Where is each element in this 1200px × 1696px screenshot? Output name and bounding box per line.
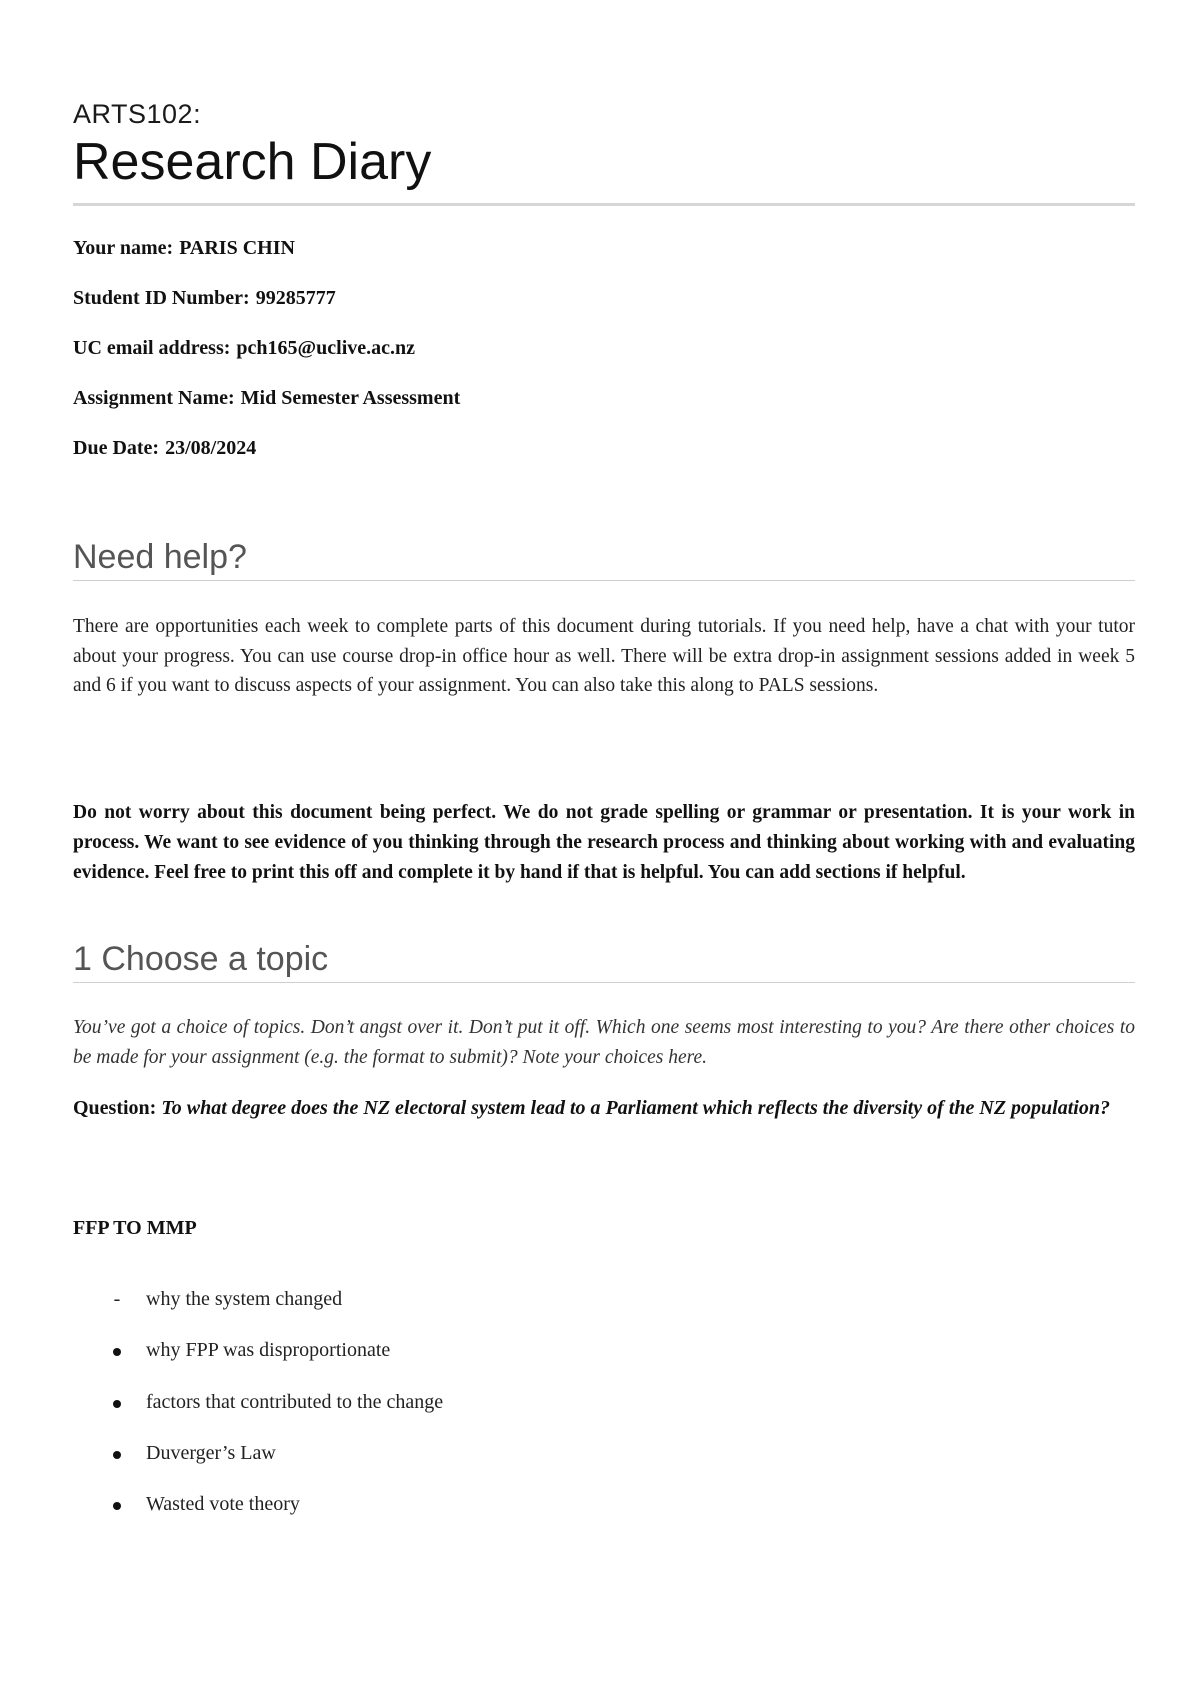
document-title: Research Diary [73, 133, 432, 191]
need-help-divider [73, 580, 1135, 581]
field-assignment-name [73, 387, 460, 410]
field-email [73, 337, 415, 360]
field-your-name [73, 237, 295, 260]
field-value: pch165@uclive.ac.nz [236, 337, 415, 359]
course-code: ARTS102: [73, 99, 202, 129]
field-value: Mid Semester Assessment [240, 387, 461, 409]
need-help-heading: Need help? [73, 538, 247, 576]
field-due-date [73, 437, 256, 460]
field-label: Your name: [73, 237, 174, 259]
help-paragraph: There are opportunities each week to complete parts of this document during tutorials. If you need help, have a chat with your tutor about your progress. You can use course drop-in office hour as well. There will be extra drop-in assignment sessions added in week 5 and 6 if you want to discuss aspects of your assignment. You can also take this along to PALS sessions. [73, 616, 1135, 696]
topic-subheading: FFP TO MMP [73, 1217, 197, 1239]
question-text: To what degree does the NZ electoral system lead to a Parliament which reflects the diversity of the NZ population? [161, 1097, 1110, 1119]
field-label: Student ID Number: [73, 287, 250, 309]
choose-topic-divider [73, 982, 1135, 983]
field-student-id [73, 287, 336, 310]
list-item-text: why FPP was disproportionate [146, 1339, 391, 1361]
list-item-text: Wasted vote theory [146, 1493, 300, 1515]
field-value: 23/08/2024 [165, 437, 257, 459]
list-item-text: Duverger’s Law [146, 1442, 276, 1464]
research-question [73, 1082, 1135, 1134]
field-label: Assignment Name: [73, 387, 235, 409]
title-divider [73, 203, 1135, 206]
choose-topic-heading: 1 Choose a topic [73, 940, 329, 978]
list-item-text: factors that contributed to the change [146, 1391, 444, 1413]
list-item-text: why the system changed [146, 1288, 343, 1310]
topic-instructions: You’ve got a choice of topics. Don’t angst over it. Don’t put it off. Which one seems most interesting to you? Are there other choices to be made for your assignment (e.g. the format to submit)? Note your choices here. [73, 1017, 1135, 1068]
question-label: Question: [73, 1097, 157, 1119]
field-value: 99285777 [255, 287, 336, 309]
field-value: PARIS CHIN [179, 237, 295, 259]
dash-marker [109, 1288, 125, 1311]
important-note: Do not worry about this document being perfect. We do not grade spelling or grammar or presentation. It is your work in process. We want to see evidence of you thinking through the research process and thinking about working with and evaluating evidence. Feel free to print this off and complete it by hand if that is helpful. You can add sections if helpful. [73, 802, 1135, 883]
field-label: UC email address: [73, 337, 231, 359]
field-label: Due Date: [73, 437, 160, 459]
